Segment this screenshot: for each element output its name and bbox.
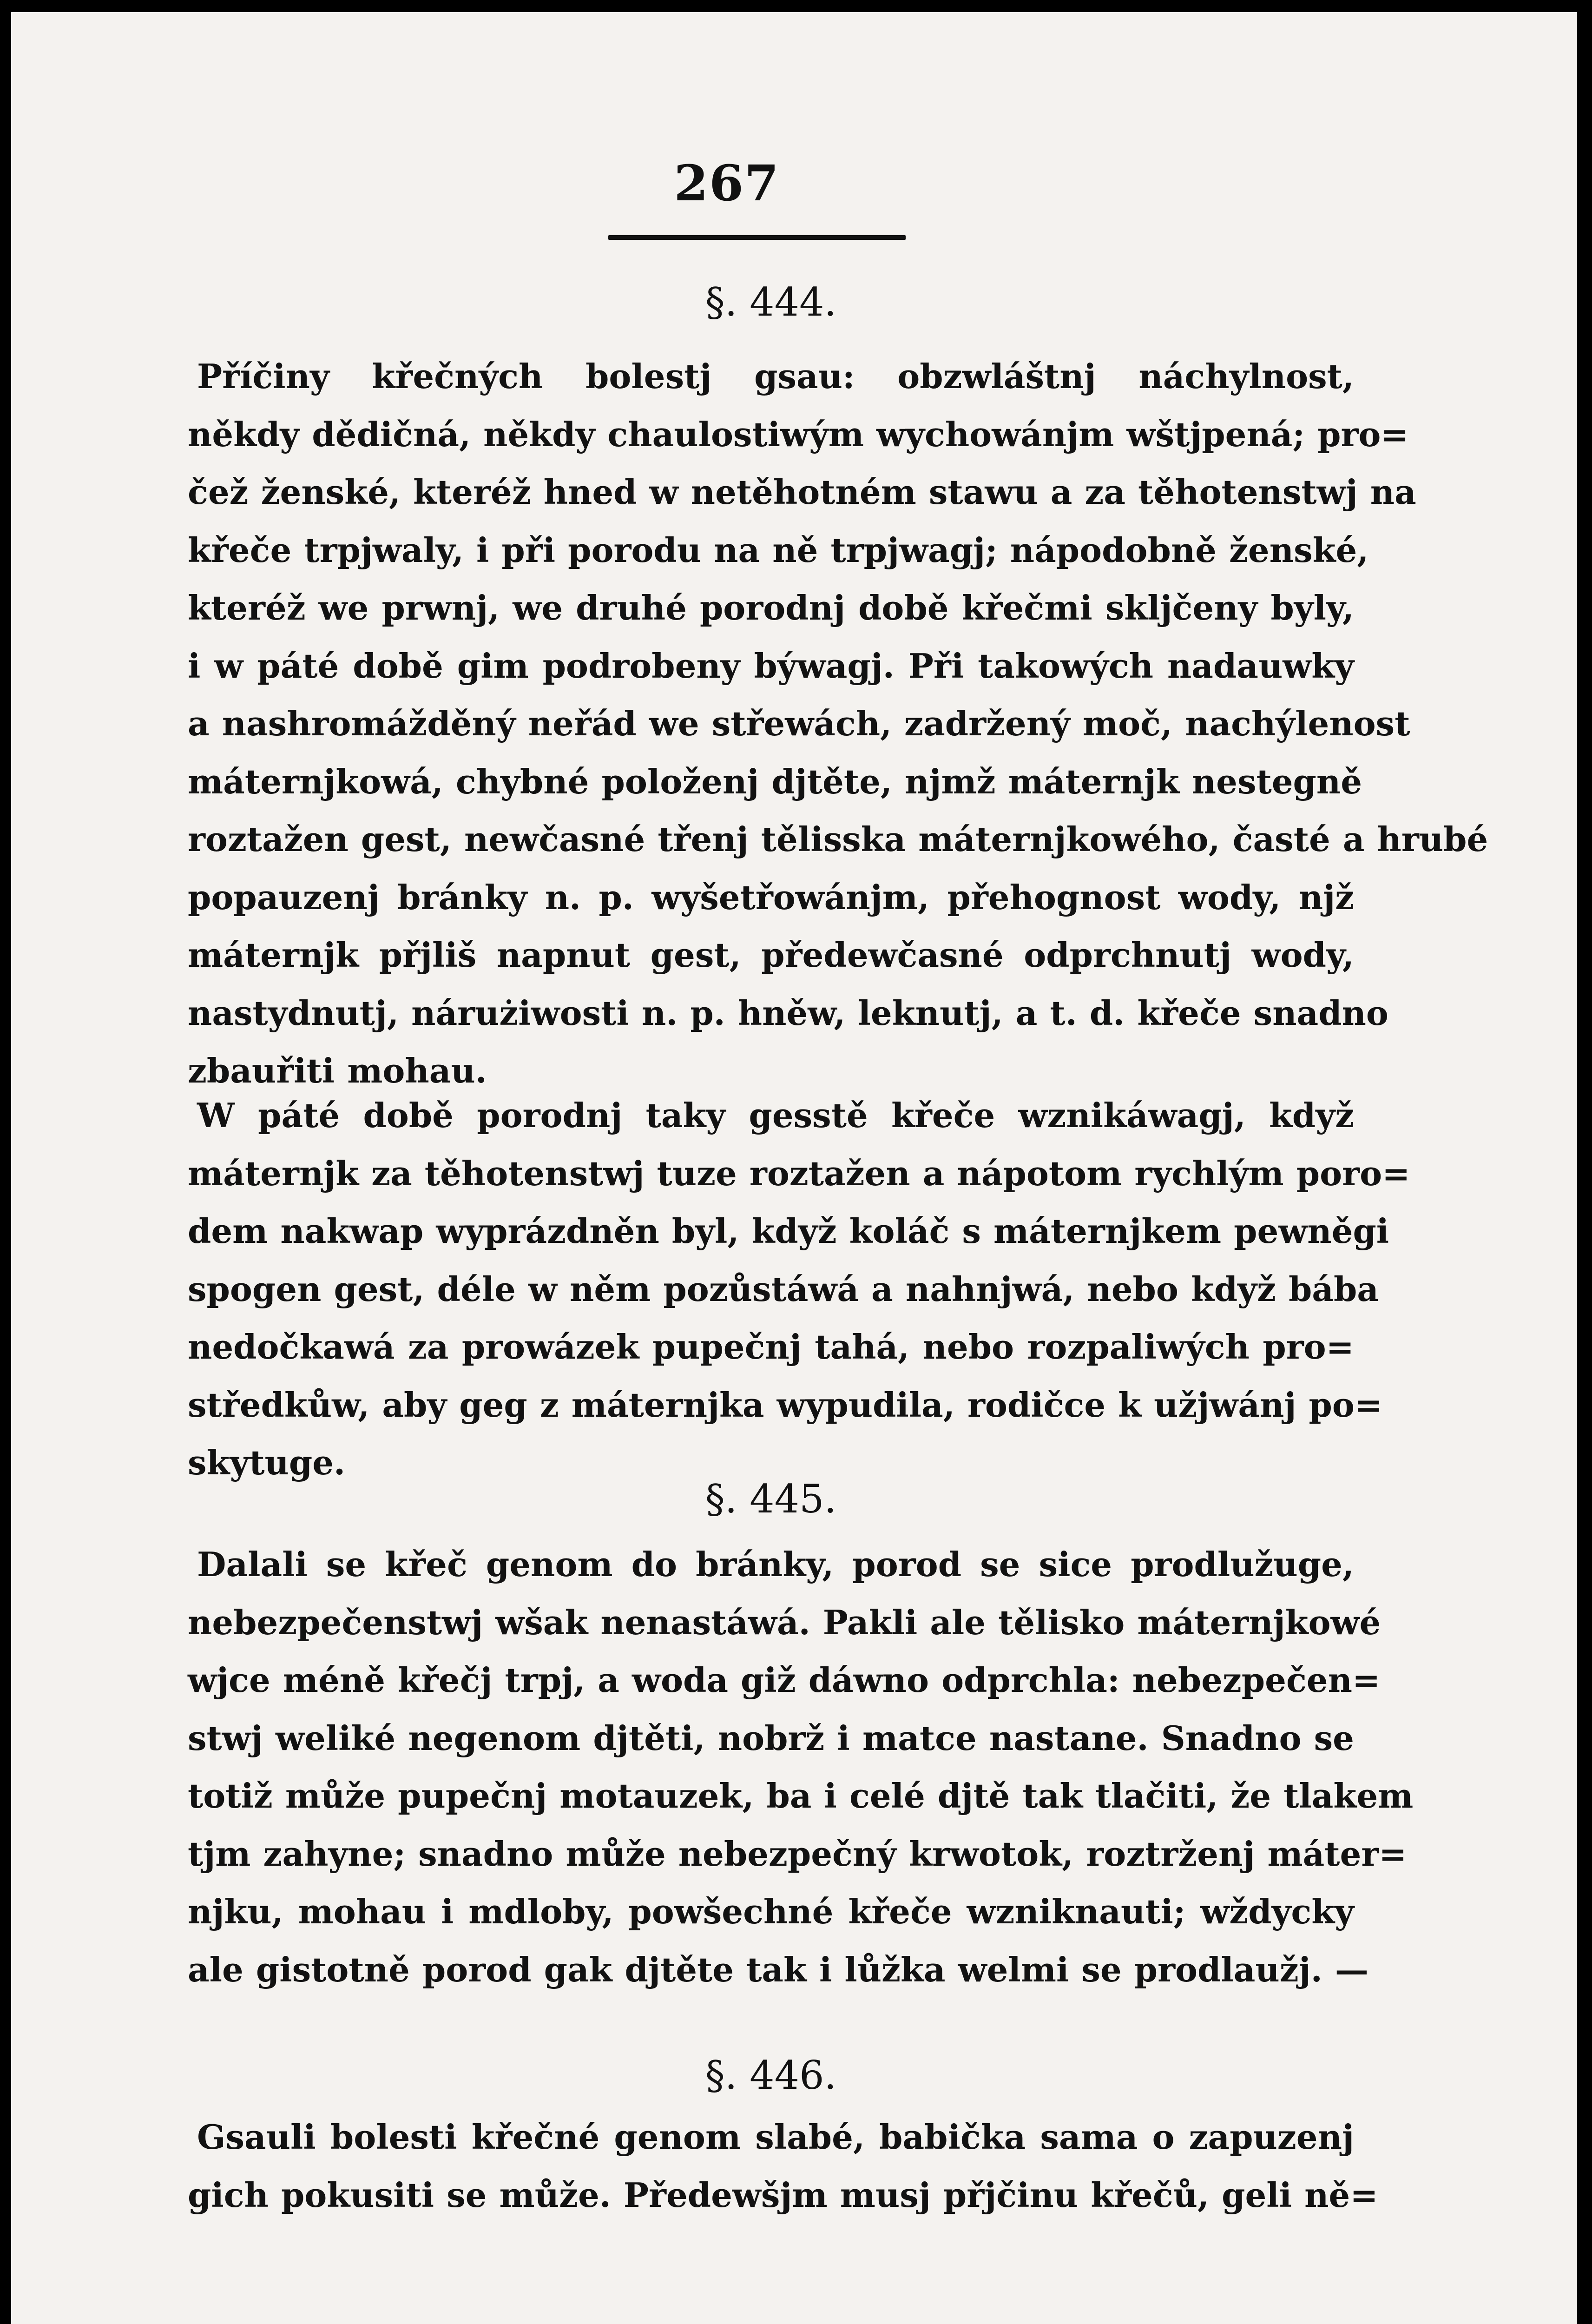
text-line: Dalali se křeč genom do bránky, porod se sice prodlužuge, (197, 1545, 1354, 1584)
paragraph-444-2 (188, 1087, 1410, 1492)
text-line: wjce méně křečj trpj, a woda giž dáwno odprchla: nebezpečen= (188, 1660, 1381, 1700)
text-line: zbauřiti mohau. (188, 1051, 487, 1090)
text-line: čež ženské, kteréž hned w netěhotném stawu a za těhotenstwj na (188, 472, 1416, 512)
text-line: někdy dědičná, někdy chaulostiwým wychowánjm wštjpená; pro= (188, 414, 1409, 454)
text-line: W páté době porodnj taky gesstě křeče wznikáwagj, když (197, 1096, 1354, 1135)
text-line: nastydnutj, nárużiwosti n. p. hněw, leknutj, a t. d. křeče snadno (188, 993, 1388, 1033)
book-page (11, 12, 1577, 2324)
text-line: spogen gest, déle w něm pozůstáwá a nahnjwá, nebo když bába (188, 1269, 1379, 1309)
text-line: roztažen gest, newčasné třenj tělisska máternjkowého, časté a hrubé (188, 819, 1488, 859)
text-line: skytuge. (188, 1443, 346, 1482)
text-line: středkůw, aby geg z máternjka wypudila, rodičce k užjwánj po= (188, 1385, 1383, 1425)
text-line: nedočkawá za prowázek pupečnj tahá, nebo rozpaliwých pro= (188, 1327, 1354, 1367)
text-line: Příčiny křečných bolestj gsau: obzwláštnj náchylnost, (197, 357, 1354, 396)
text-line: stwj weliké negenom djtěti, nobrž i matce nastane. Snadno se (188, 1718, 1354, 1758)
text-line: ale gistotně porod gak djtěte tak i lůžka welmi se prodlaužj. — (188, 1949, 1368, 1989)
text-line: popauzenj bránky n. p. wyšetřowánjm, přehognost wody, njž (188, 877, 1354, 917)
text-line: máternjk za těhotenstwj tuze roztažen a nápotom rychlým poro= (188, 1153, 1410, 1193)
text-line: i w páté době gim podrobeny býwagj. Při takowých nadauwky (188, 646, 1354, 686)
text-line: gich pokusiti se může. Předewšjm musj přjčinu křečů, geli ně= (188, 2175, 1378, 2215)
paragraph-444-1 (188, 348, 1488, 1100)
header-rule (608, 235, 906, 240)
text-line: njku, mohau i mdloby, powšechné křeče wzniknauti; wždycky (188, 1892, 1354, 1931)
section-heading-446: §. 446. (705, 2053, 837, 2098)
text-line: Gsauli bolesti křečné genom slabé, babička sama o zapuzenj (197, 2117, 1354, 2157)
paragraph-446-1 (188, 2108, 1378, 2224)
section-heading-444: §. 444. (705, 279, 837, 325)
text-line: máternjkowá, chybné položenj djtěte, njmž máternjk nestegně (188, 761, 1362, 801)
text-line: a nashromážděný neřád we střewách, zadržený moč, nachýlenost (188, 704, 1410, 743)
text-line: křeče trpjwaly, i při porodu na ně trpjwagj; nápodobně ženské, (188, 530, 1369, 570)
text-line: nebezpečenstwj wšak nenastáwá. Pakli ale tělisko máternjkowé (188, 1602, 1381, 1642)
section-heading-445: §. 445. (705, 1476, 837, 1522)
text-line: tjm zahyne; snadno může nebezpečný krwotok, roztrženj máter= (188, 1834, 1407, 1874)
text-line: máternjk přjliš napnut gest, předewčasné odprchnutj wody, (188, 935, 1354, 975)
text-line: dem nakwap wyprázdněn byl, když koláč s máternjkem pewněgi (188, 1211, 1389, 1251)
text-line: kteréž we prwnj, we druhé porodnj době křečmi skljčeny byly, (188, 588, 1354, 627)
page-number: 267 (674, 154, 780, 212)
text-line: totiž může pupečnj motauzek, ba i celé djtě tak tlačiti, že tlakem (188, 1776, 1414, 1816)
paragraph-445-1 (188, 1536, 1414, 1999)
